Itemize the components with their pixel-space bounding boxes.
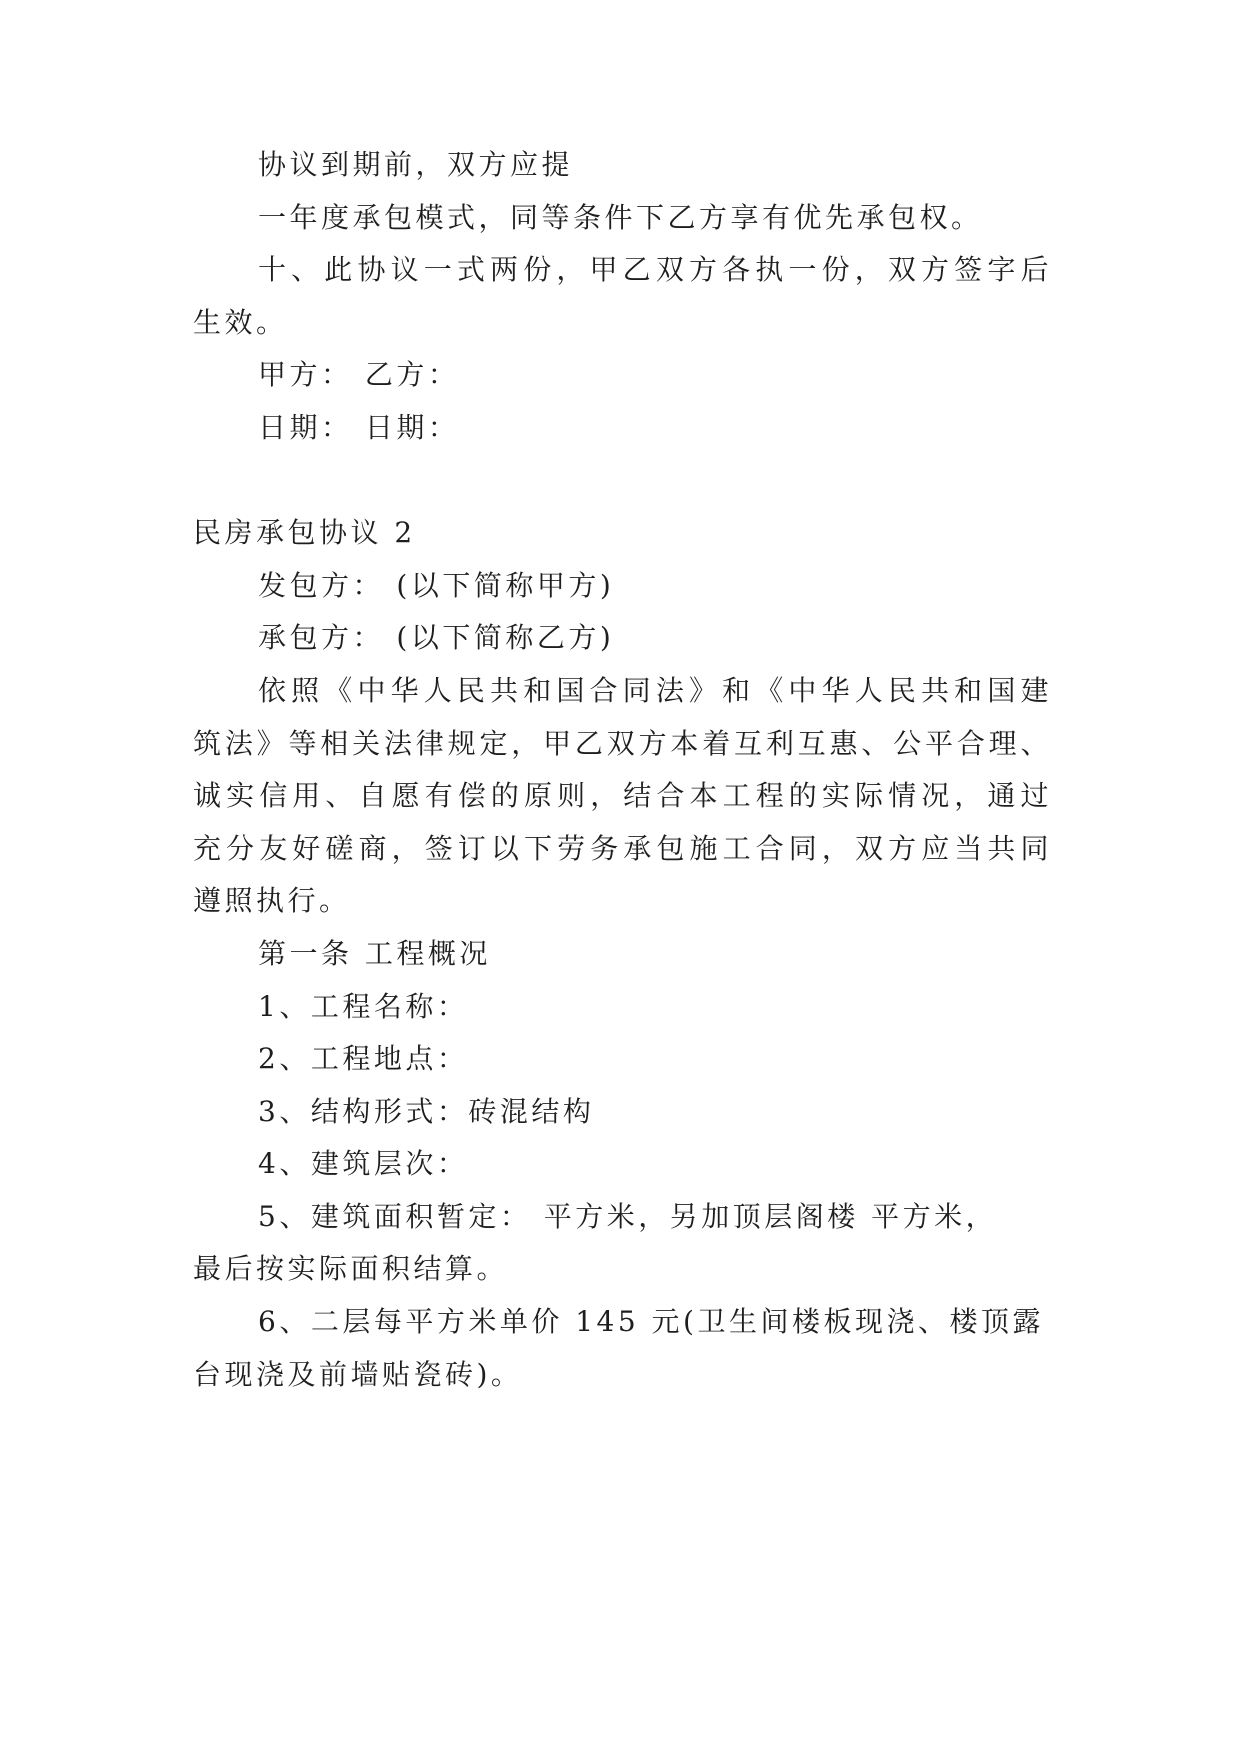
- text-line: 协议到期前，双方应提: [258, 148, 574, 181]
- signature-date-line: [193, 402, 1052, 455]
- agreement-2-section: [193, 507, 1052, 1401]
- text-line: 十、此协议一式两份，甲乙双方各执一份，双方签字后: [258, 253, 1052, 287]
- paragraph-legal-basis: [193, 665, 1052, 928]
- text-line: 最后按实际面积结算。: [193, 1252, 509, 1286]
- text-line: 充分友好磋商，签订以下劳务承包施工合同，双方应当共同: [193, 831, 1052, 865]
- text-line: 日期： 日期：: [258, 410, 460, 444]
- document-page: [193, 139, 1052, 1401]
- text-line: 筑法》等相关法律规定，甲乙双方本着互利互惠、公平合理、: [193, 726, 1052, 760]
- text-line: 5、建筑面积暂定： 平方米，另加顶层阁楼 平方米，: [258, 1199, 998, 1233]
- signature-party-line: [193, 349, 1052, 402]
- item-structure-type: [193, 1086, 1052, 1139]
- text-line: 3、结构形式：砖混结构: [258, 1094, 595, 1128]
- text-line: 第一条 工程概况: [258, 936, 491, 970]
- text-line: 依照《中华人民共和国合同法》和《中华人民共和国建: [258, 673, 1052, 707]
- text-line: 6、二层每平方米单价 145 元(卫生间楼板现浇、楼顶露: [258, 1305, 1044, 1339]
- text-line: 甲方： 乙方：: [258, 358, 460, 392]
- text-line: 1、工程名称：: [258, 989, 469, 1023]
- paragraph-priority-right: [193, 192, 1052, 245]
- item-building-area: [193, 1191, 1052, 1296]
- paragraph-contractor: [193, 612, 1052, 665]
- text-line: 诚实信用、自愿有偿的原则，结合本工程的实际情况，通过: [193, 779, 1052, 813]
- item-project-name: [193, 981, 1052, 1034]
- previous-agreement-section: [193, 139, 1052, 455]
- item-project-location: [193, 1033, 1052, 1086]
- text-line: 一年度承包模式，同等条件下乙方享有优先承包权。: [258, 200, 983, 234]
- item-unit-price: [193, 1296, 1052, 1401]
- text-line: 生效。: [193, 305, 288, 339]
- article-1-heading: [193, 928, 1052, 981]
- text-line: 4、建筑层次：: [258, 1147, 469, 1181]
- text-line: 2、工程地点：: [258, 1042, 469, 1076]
- section-title: 民房承包协议 2: [193, 516, 416, 550]
- paragraph-copies-clause: [193, 244, 1052, 349]
- paragraph-employer: [193, 560, 1052, 613]
- text-line: 台现浇及前墙贴瓷砖)。: [193, 1357, 523, 1391]
- text-line: 遵照执行。: [193, 884, 351, 918]
- text-line: 发包方： (以下简称甲方): [258, 568, 615, 602]
- text-line: 承包方： (以下简称乙方): [258, 621, 615, 655]
- paragraph-renewal-notice: [193, 139, 1052, 192]
- item-building-floors: [193, 1138, 1052, 1191]
